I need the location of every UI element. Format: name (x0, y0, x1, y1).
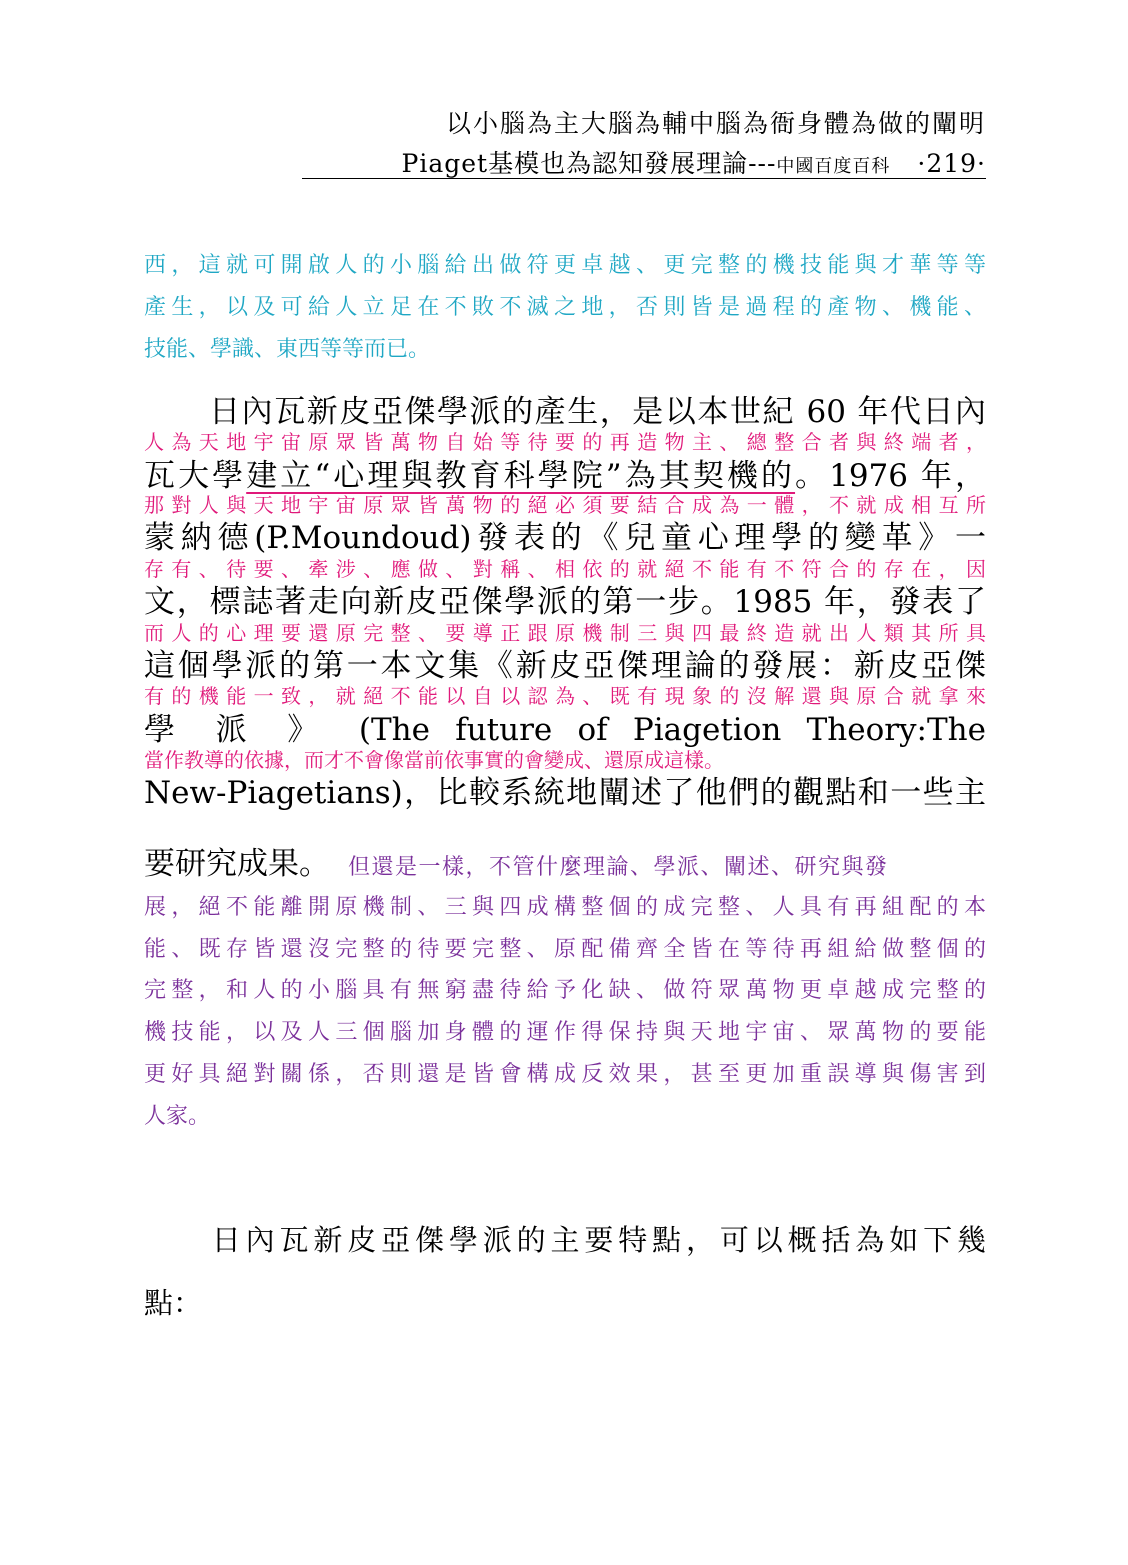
running-header-subtitle (402, 144, 987, 180)
body-line-8: 要研究成果。 (144, 846, 330, 882)
body-line-7: New-Piagetians)，比較系統地闡述了他們的觀點和一些主 (144, 775, 986, 811)
cyan-line-2: 產生，以及可給人立足在不敗不滅之地，否則皆是過程的產物、機能、 (144, 295, 986, 320)
body-line-1: 日內瓦新皮亞傑學派的產生，是以本世紀 60 年代日內 (144, 394, 986, 430)
body-line-2-end: 。1976 年， (795, 458, 986, 494)
underlined-phrase: 建立“心理與教育科學院”為其契機的 (246, 458, 796, 494)
cyan-line-1: 西，這就可開啟人的小腦給出做符更卓越、更完整的機技能與才華等等 (144, 253, 986, 278)
running-header-title: 以小腦為主大腦為輔中腦為衙身體為做的闡明 (445, 109, 986, 138)
final-line-2: 點： (144, 1286, 203, 1320)
final-line-1: 日內瓦新皮亞傑學派的主要特點，可以概括為如下幾 (144, 1223, 986, 1257)
purple-line-1 (144, 838, 986, 883)
annotation-line-5: 有的機能一致，就絕不能以自以認為、既有現象的沒解還與原合就拿來 (144, 684, 986, 708)
annotation-line-4: 而人的心理要還原完整、要導正跟原機制三與四最終造就出人類其所具 (144, 621, 986, 645)
purple-line-6: 更好具絕對關係，否則還是皆會構成反效果，甚至更加重誤導與傷害到 (144, 1062, 986, 1087)
body-line-4: 文，標誌著走向新皮亞傑學派的第一步。1985 年，發表了 (144, 584, 986, 620)
page-number: ·219· (917, 149, 986, 178)
cyan-line-3: 技能、學識、東西等等而已。 (144, 337, 431, 362)
annotation-line-3: 存有、待要、牽涉、應做、對稱、相依的就絕不能有不符合的存在，因 (144, 557, 986, 581)
purple-text-1: 但還是一樣，不管什麼理論、學派、闡述、研究與發 (348, 855, 889, 880)
body-line-6: 學 派 》 (The future of Piagetion Theory:The (144, 712, 986, 748)
purple-line-3: 能、既存皆還沒完整的待要完整、原配備齊全皆在等待再組給做整個的 (144, 937, 986, 962)
annotation-line-6: 當作教導的依據，而才不會像當前依事實的會變成、還原成這樣。 (144, 748, 724, 772)
purple-line-4: 完整，和人的小腦具有無窮盡待給予化缺、做符眾萬物更卓越成完整的 (144, 978, 986, 1003)
body-line-3: 蒙納德(P.Moundoud)發表的《兒童心理學的變革》一 (144, 520, 986, 556)
purple-line-7: 人家。 (144, 1104, 211, 1129)
header-rule (302, 178, 986, 179)
purple-line-2: 展，絕不能離開原機制、三與四成構整個的成完整、人具有再組配的本 (144, 895, 986, 920)
purple-line-5: 機技能，以及人三個腦加身體的運作得保持與天地宇宙、眾萬物的要能 (144, 1020, 986, 1045)
body-line-2-start: 瓦大學 (144, 458, 247, 494)
header-subtitle-source: 中國百度百科 (776, 156, 891, 177)
annotation-line-2: 那對人與天地宇宙原眾皆萬物的絕必須要結合成為一體，不就成相互所 (144, 493, 986, 517)
body-line-5: 這個學派的第一本文集《新皮亞傑理論的發展：新皮亞傑 (144, 648, 986, 684)
header-subtitle-main: Piaget基模也為認知發展理論--- (401, 149, 777, 178)
annotation-line-1: 人為天地宇宙原眾皆萬物自始等待要的再造物主、總整合者與終端者， (144, 430, 986, 454)
